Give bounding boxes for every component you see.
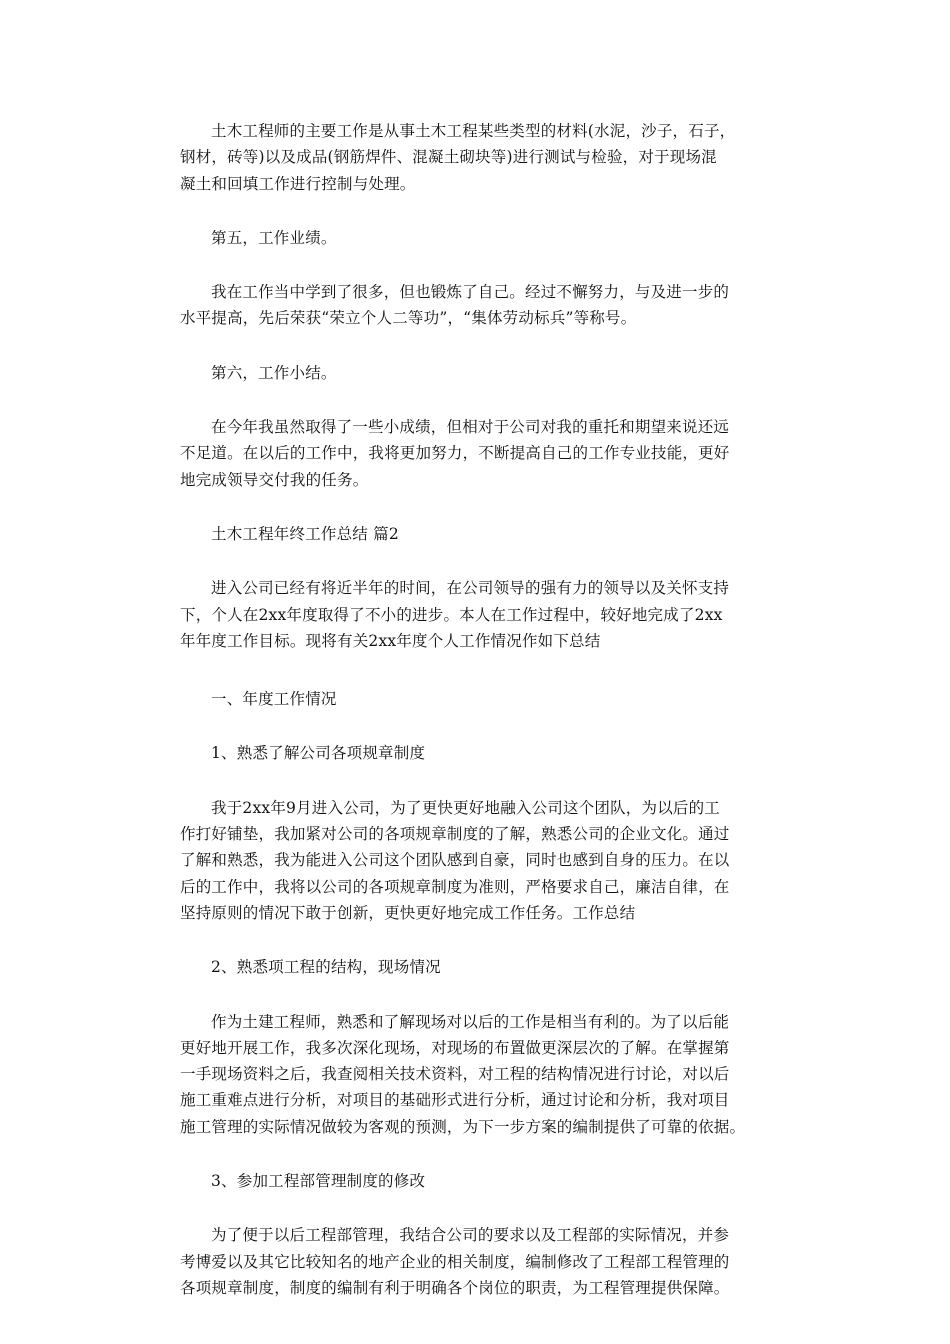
paragraph-summary: 在今年我虽然取得了一些小成绩，但相对于公司对我的重托和期望来说还远 不足道。在以后的工作中，我将更加努力，不断提高自己的工作专业技能，更好 地完成领导交付我的任务。: [180, 418, 730, 489]
heading-fifth-performance: 第五，工作业绩。: [211, 228, 337, 247]
paragraph-introduction: 进入公司已经有将近半年的时间，在公司领导的强有力的领导以及关怀支持 下，个人在2xx年度取得了不小的进步。本人在工作过程中，较好地完成了2xx 年年度工作目标。现将有关2xx年度个人工作情况作如下总结: [180, 579, 730, 650]
heading-annual-work: 一、年度工作情况: [211, 690, 337, 709]
heading-section-2: 2、熟悉项工程的结构，现场情况: [211, 958, 441, 977]
document-body: [180, 118, 780, 1301]
heading-section-1: 1、熟悉了解公司各项规章制度: [211, 744, 426, 763]
paragraph-performance: 我在工作当中学到了很多，但也锻炼了自己。经过不懈努力，与及进一步的 水平提高，先后荣获“荣立个人二等功”，“集体劳动标兵”等称号。: [180, 283, 730, 328]
heading-sixth-summary: 第六，工作小结。: [211, 363, 337, 382]
paragraph-material-testing: 土木工程师的主要工作是从事土木工程某些类型的材料(水泥，沙子，石子， 钢材，砖等)以及成品(钢筋焊件、混凝土砌块等)进行测试与检验，对于现场混 凝土和回填工作进行控制与处理。: [180, 122, 736, 193]
paragraph-section-3: 为了便于以后工程部管理，我结合公司的要求以及工程部的实际情况，并参 考博爱以及其它比较知名的地产企业的相关制度，编制修改了工程部工程管理的 各项规章制度，制度的编制有利于明确各个岗位的职责，为工程管理提供保障。: [180, 1226, 730, 1297]
paragraph-section-2: 作为土建工程师，熟悉和了解现场对以后的工作是相当有利的。为了以后能 更好地开展工作，我多次深化现场，对现场的布置做更深层次的了解。在掌握第 一手现场资料之后，我查阅相关技术资料，对工程的结构情况进行讨论，对以后 施工重难点进行分析，对项目的基础形式进行分析，通过讨论和分析，我对项目 施工管理的实际情况做较为客观的预测，为下一步方案的编制提供了可靠的依据。: [180, 1012, 746, 1136]
heading-section-3: 3、参加工程部管理制度的修改: [211, 1172, 426, 1191]
heading-article-2: 土木工程年终工作总结 篇2: [211, 524, 399, 543]
paragraph-section-1: 我于2xx年9月进入公司，为了更快更好地融入公司这个团队，为以后的工 作打好铺垫，我加紧对公司的各项规章制度的了解，熟悉公司的企业文化。通过 了解和熟悉，我为能进入公司这个团队感到自豪，同时也感到自身的压力。在以 后的工作中，我将以公司的各项规章制度为准则，严格要求自己，廉洁自律，在 坚持原则的情况下敢于创新，更快更好地完成工作任务。工作总结: [180, 798, 730, 922]
